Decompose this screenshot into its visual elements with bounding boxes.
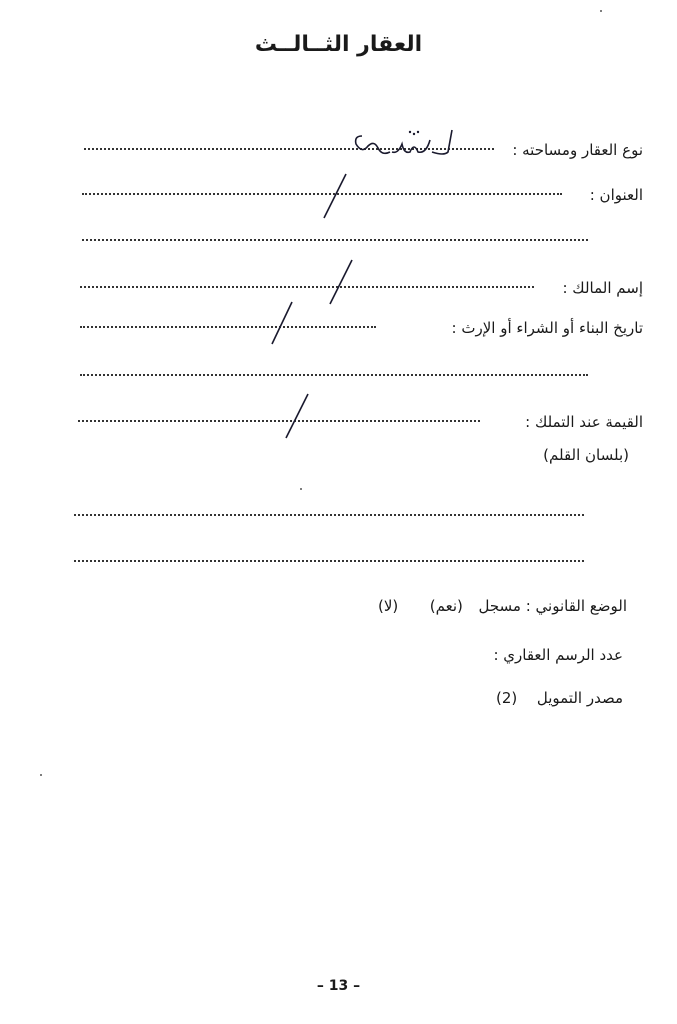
legal-status-label: الوضع القانوني : مسجل [478,597,627,615]
date-dotted-line [80,326,376,328]
value-words-dotted-line [74,514,584,516]
type-area-handwritten-value [352,122,462,166]
funding-source-label: مصدر التمويل [536,689,623,707]
handwriting-la-shay [352,122,462,162]
scan-speck [300,488,302,490]
type-area-label: نوع العقار ومساحته : [512,141,643,159]
legal-status-no-option: (لا) [377,597,399,615]
address-slash-mark [314,172,354,226]
value-words-dotted-line-2 [74,560,584,562]
legal-status-yes-option: (نعم) [429,597,463,615]
page-title: العقار الثــالــث [254,32,423,57]
address-label: العنوان : [589,186,643,204]
value-note: (بلسان القلم) [543,446,629,464]
funding-source-value: (2) [496,689,518,707]
value-slash-mark [278,392,318,446]
date-slash-mark [264,300,304,354]
owner-label: إسم المالك : [562,279,643,297]
deed-number-label: عدد الرسم العقاري : [493,646,623,664]
value-label: القيمة عند التملك : [525,413,643,431]
date-label: تاريخ البناء أو الشراء أو الإرث : [451,319,643,337]
page-number: – 13 – [316,978,361,994]
funding-source-row [496,688,623,708]
legal-status-row [378,596,627,616]
scan-speck [40,774,42,776]
date-dotted-line-2 [80,374,588,376]
address-dotted-line-2 [82,239,588,241]
owner-slash-mark [318,258,358,312]
owner-dotted-line [80,286,534,288]
scan-speck [600,10,602,12]
